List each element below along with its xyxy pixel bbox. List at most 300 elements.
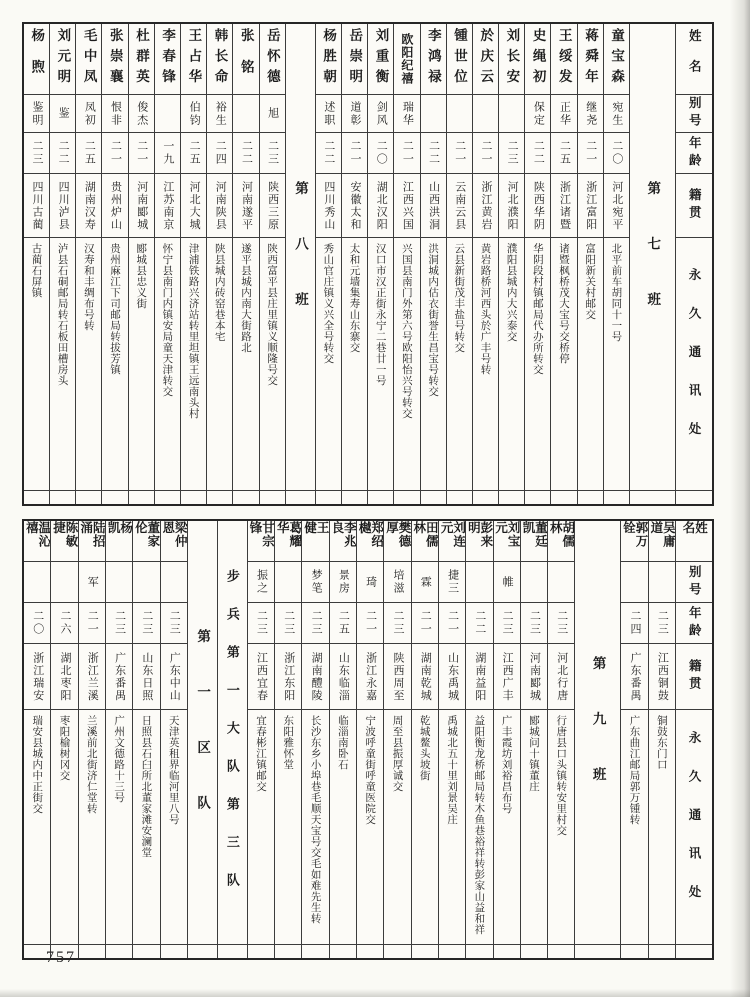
person-name-text: 陆招涌 xyxy=(78,521,105,548)
person-place-text: 湖南乾城 xyxy=(419,651,432,702)
addr-cell xyxy=(621,710,647,945)
person-place-text: 河北宛平 xyxy=(610,180,623,231)
age-cell xyxy=(24,133,49,174)
person-name-text: 杨胜朝 xyxy=(321,28,337,90)
name-cell xyxy=(551,24,576,95)
person-alias-text: 正华 xyxy=(558,100,571,127)
place-cell xyxy=(368,174,393,238)
person-place-text: 陕西周至 xyxy=(391,651,404,702)
person-alias-text: 俊杰 xyxy=(135,100,148,127)
addr-cell xyxy=(499,238,524,491)
person-column xyxy=(24,24,49,504)
person-addr-text: 黄岩路桥河西头於广丰号转 xyxy=(479,243,492,375)
person-column xyxy=(393,24,419,504)
person-addr-text: 宁波呼童街呼童医院交 xyxy=(364,715,377,825)
alias-cell xyxy=(106,562,132,603)
person-age-text: 二三 xyxy=(30,140,43,166)
person-column xyxy=(329,521,356,958)
person-column xyxy=(301,521,328,958)
person-age-text: 二三 xyxy=(266,140,279,166)
person-addr-text: 濮阳县城内大兴泰交 xyxy=(505,243,518,342)
person-place-text: 江苏南京 xyxy=(161,180,174,231)
person-column xyxy=(128,24,154,504)
addr-cell xyxy=(181,238,206,491)
person-column xyxy=(446,24,472,504)
alias-cell xyxy=(161,562,187,603)
alias-cell xyxy=(129,95,154,133)
person-name-text: 岳怀德 xyxy=(264,28,280,90)
alias-cell xyxy=(649,562,675,603)
person-age-text: 二二 xyxy=(473,610,486,636)
person-name-text: 郭万铨 xyxy=(621,521,648,548)
person-column xyxy=(247,521,274,958)
person-place-text: 贵州炉山 xyxy=(109,180,122,231)
person-column xyxy=(132,521,159,958)
place-cell xyxy=(51,644,77,710)
addr-cell xyxy=(649,710,675,945)
person-age-text: 二六 xyxy=(59,610,71,636)
person-column xyxy=(206,24,232,504)
place-cell xyxy=(76,174,101,238)
place-cell xyxy=(412,644,438,710)
alias-cell xyxy=(275,562,301,603)
person-alias-text: 培滋 xyxy=(391,569,404,595)
person-place-text: 四川秀山 xyxy=(322,180,335,231)
addr-cell xyxy=(548,710,574,945)
person-alias-text: 霖 xyxy=(419,575,432,589)
person-addr-text: 郾城问十镇董庄 xyxy=(527,715,540,792)
name-cell xyxy=(248,521,274,562)
person-place-text: 江西广丰 xyxy=(501,651,514,702)
person-alias-text: 述职 xyxy=(322,100,335,127)
person-place-text: 湖南醴陵 xyxy=(310,651,323,702)
person-place-text: 安徽太和 xyxy=(349,180,362,231)
place-cell xyxy=(79,644,105,710)
person-age-text: 二二 xyxy=(532,140,545,166)
name-cell xyxy=(621,521,647,562)
addr-cell xyxy=(275,710,301,945)
person-name-text: 温沁禧 xyxy=(24,521,51,548)
name-cell xyxy=(106,521,132,562)
addr-cell xyxy=(551,238,576,491)
name-cell xyxy=(181,24,206,95)
person-addr-text: 太和元墙集寿山东寨交 xyxy=(348,243,361,353)
row-header-column xyxy=(675,24,712,504)
alias-cell xyxy=(499,95,524,133)
addr-cell xyxy=(384,710,410,945)
person-column xyxy=(75,24,101,504)
person-addr-text: 禹城北五十里刘景吴庄 xyxy=(446,715,459,825)
place-cell xyxy=(494,644,520,710)
addr-cell xyxy=(51,710,77,945)
person-place-text: 湖南益阳 xyxy=(473,651,486,702)
place-cell xyxy=(260,174,285,238)
alias-cell xyxy=(548,562,574,603)
name-cell xyxy=(76,24,101,95)
addr-cell xyxy=(233,238,258,491)
age-cell xyxy=(161,603,187,644)
person-alias-text: 裕生 xyxy=(214,100,227,127)
person-name-text: 童宝森 xyxy=(609,28,625,90)
place-cell xyxy=(621,644,647,710)
name-cell xyxy=(275,521,301,562)
alias-cell xyxy=(604,95,629,133)
alias-cell xyxy=(447,95,472,133)
name-cell xyxy=(161,521,187,562)
person-column xyxy=(160,521,187,958)
person-place-text: 山东临淄 xyxy=(337,651,350,702)
age-cell xyxy=(466,603,492,644)
person-name-text: 韩长命 xyxy=(212,28,228,90)
person-addr-text: 泸县石硐邮局转石板田槽房头 xyxy=(56,243,69,386)
alias-cell xyxy=(466,562,492,603)
place-cell xyxy=(102,174,127,238)
alias-cell xyxy=(342,95,367,133)
person-alias-text: 梦笔 xyxy=(310,569,323,595)
name-cell xyxy=(521,521,547,562)
person-age-text: 二二 xyxy=(427,140,440,166)
person-alias-text: 捷三 xyxy=(446,569,459,595)
person-place-text: 河南陕县 xyxy=(214,180,227,231)
header-label: 籍贯 xyxy=(687,188,702,223)
age-cell xyxy=(79,603,105,644)
person-age-text: 二一 xyxy=(135,140,148,166)
person-age-text: 二三 xyxy=(282,610,295,636)
name-cell xyxy=(24,521,50,562)
addr-cell xyxy=(421,238,446,491)
person-column xyxy=(105,521,132,958)
person-name-text: 王占华 xyxy=(186,28,202,90)
addr-cell xyxy=(412,710,438,945)
name-cell xyxy=(129,24,154,95)
alias-cell xyxy=(76,95,101,133)
person-age-text: 二一 xyxy=(401,140,414,166)
header-label: 永久通讯处 xyxy=(687,268,701,461)
place-cell xyxy=(133,644,159,710)
name-cell xyxy=(394,24,419,95)
person-age-text: 二一 xyxy=(109,140,122,166)
section-label-column xyxy=(217,521,247,958)
addr-cell xyxy=(447,238,472,491)
row-header-column xyxy=(675,521,712,958)
person-place-text: 浙江瑞安 xyxy=(31,651,44,702)
age-cell xyxy=(50,133,75,174)
place-cell xyxy=(248,644,274,710)
person-name-text: 葛耀华 xyxy=(275,521,302,548)
header-label: 年龄 xyxy=(687,135,702,171)
place-cell xyxy=(551,174,576,238)
person-name-text: 董廷凯 xyxy=(520,521,548,548)
person-age-text: 二五 xyxy=(558,140,571,166)
addr-cell xyxy=(394,238,419,491)
addr-cell xyxy=(604,238,629,491)
person-place-text: 浙江黄岩 xyxy=(479,180,492,231)
person-name-text: 陈敏捷 xyxy=(51,521,78,548)
alias-cell xyxy=(494,562,520,603)
person-addr-text: 兰溪前北街济仁堂转 xyxy=(85,715,98,814)
place-cell xyxy=(473,174,498,238)
name-cell xyxy=(439,521,465,562)
header-cell-name xyxy=(676,24,712,95)
person-column xyxy=(493,521,520,958)
alias-cell xyxy=(302,562,328,603)
addr-cell xyxy=(129,238,154,491)
place-cell xyxy=(302,644,328,710)
person-age-text: 二三 xyxy=(656,610,669,636)
person-addr-text: 铜鼓东门口 xyxy=(655,715,668,770)
addr-cell xyxy=(578,238,603,491)
person-column xyxy=(259,24,285,504)
person-alias-text: 鉴 xyxy=(57,107,70,120)
alias-cell xyxy=(578,95,603,133)
place-cell xyxy=(129,174,154,238)
person-name-text: 田儒林 xyxy=(411,521,438,548)
header-cell-age xyxy=(676,133,712,174)
person-alias-text: 帷 xyxy=(501,575,514,589)
person-column xyxy=(180,24,206,504)
person-addr-text: 广东曲江邮局郭万锺转 xyxy=(628,715,641,825)
person-addr-text: 汉口市汉正街永宁二巷廿一号 xyxy=(374,243,387,386)
person-place-text: 湖北枣阳 xyxy=(59,651,71,702)
person-age-text: 二三 xyxy=(255,610,268,636)
person-addr-text: 贵州麻江下司邮局转拔芳镇 xyxy=(109,243,122,375)
name-cell xyxy=(102,24,127,95)
person-place-text: 广东番禺 xyxy=(629,651,642,702)
person-name-text: 於庆云 xyxy=(478,28,494,90)
alias-cell xyxy=(439,562,465,603)
name-cell xyxy=(466,521,492,562)
person-age-text: 二一 xyxy=(446,610,459,636)
header-label: 籍贯 xyxy=(687,659,702,694)
addr-cell xyxy=(473,238,498,491)
age-cell xyxy=(357,603,383,644)
person-age-text: 二三 xyxy=(501,610,514,636)
alias-cell xyxy=(133,562,159,603)
name-cell xyxy=(260,24,285,95)
person-place-text: 陕西三原 xyxy=(266,180,279,231)
person-name-text: 王健 xyxy=(302,521,329,544)
person-place-text: 浙江诸暨 xyxy=(558,180,571,231)
person-age-text: 二二 xyxy=(57,140,70,166)
place-cell xyxy=(521,644,547,710)
person-place-text: 四川古蔺 xyxy=(30,180,43,231)
person-column xyxy=(438,521,465,958)
person-addr-text: 陕县城内砖窑巷本宅 xyxy=(213,243,226,342)
person-addr-text: 兴国县南门外第六号欧阳怡兴号转交 xyxy=(400,243,413,419)
alias-cell xyxy=(24,562,50,603)
person-place-text: 山东禹城 xyxy=(446,651,459,702)
section-label: 第八班 xyxy=(293,180,308,348)
person-alias-text: 旭 xyxy=(266,107,279,120)
person-addr-text: 津浦铁路兴济站转里坦镇王远南头村 xyxy=(187,243,200,419)
person-name-text: 彭来明 xyxy=(466,521,493,548)
place-cell xyxy=(525,174,550,238)
name-cell xyxy=(79,521,105,562)
person-age-text: 二三 xyxy=(391,610,404,636)
alias-cell xyxy=(368,95,393,133)
place-cell xyxy=(578,174,603,238)
person-place-text: 湖北汉阳 xyxy=(375,180,388,231)
place-cell xyxy=(499,174,524,238)
place-cell xyxy=(181,174,206,238)
age-cell xyxy=(302,603,328,644)
section-label-column xyxy=(285,24,315,504)
person-column xyxy=(367,24,393,504)
place-cell xyxy=(161,644,187,710)
person-name-text: 刘元明 xyxy=(55,28,71,90)
person-column xyxy=(154,24,180,504)
section-label-column xyxy=(629,24,675,504)
person-alias-text: 伯钧 xyxy=(188,100,201,127)
age-cell xyxy=(499,133,524,174)
person-age-text: 二四 xyxy=(629,610,642,636)
person-place-text: 湖南汉寿 xyxy=(83,180,96,231)
person-place-text: 浙江兰溪 xyxy=(86,651,99,702)
person-age-text: 二四 xyxy=(214,140,227,166)
person-place-text: 陕西华阴 xyxy=(532,180,545,231)
person-addr-text: 古蔺石屏镇 xyxy=(30,243,43,298)
age-cell xyxy=(316,133,341,174)
person-column xyxy=(383,521,410,958)
person-age-text: 二三 xyxy=(140,610,153,636)
person-place-text: 山东日照 xyxy=(140,651,153,702)
place-cell xyxy=(649,644,675,710)
alias-cell xyxy=(50,95,75,133)
addr-cell xyxy=(24,238,49,491)
person-addr-text: 陕西富平县庄里镇义顺隆号交 xyxy=(266,243,279,386)
person-alias-text: 宛生 xyxy=(610,100,623,127)
person-column xyxy=(78,521,105,958)
alias-cell xyxy=(248,562,274,603)
alias-cell xyxy=(473,95,498,133)
alias-cell xyxy=(551,95,576,133)
person-name-text: 李鸿禄 xyxy=(425,28,441,90)
person-addr-text: 怀宁县南门内镇安局童天津转交 xyxy=(161,243,174,397)
header-label: 年龄 xyxy=(687,605,702,641)
person-place-text: 河北行唐 xyxy=(555,651,568,702)
person-place-text: 河北大城 xyxy=(188,180,201,231)
person-age-text: 二五 xyxy=(83,140,96,166)
age-cell xyxy=(421,133,446,174)
person-name-text: 刘连元 xyxy=(439,521,466,548)
person-addr-text: 枣阳榆树冈交 xyxy=(58,715,71,781)
person-age-text: 二三 xyxy=(310,610,323,636)
age-cell xyxy=(394,133,419,174)
header-cell-age xyxy=(676,603,712,644)
header-cell-addr xyxy=(676,710,712,945)
addr-cell xyxy=(525,238,550,491)
name-cell xyxy=(342,24,367,95)
name-cell xyxy=(412,521,438,562)
person-age-text: 二三 xyxy=(528,610,541,636)
header-cell-place xyxy=(676,174,712,238)
person-place-text: 河南遂平 xyxy=(240,180,253,231)
header-label: 姓名 xyxy=(681,521,708,544)
person-addr-text: 汉寿和丰绸布号转 xyxy=(82,243,95,331)
person-alias-text: 恨非 xyxy=(109,100,122,127)
age-cell xyxy=(181,133,206,174)
person-place-text: 河北濮阳 xyxy=(506,180,519,231)
person-age-text: 二三 xyxy=(555,610,568,636)
place-cell xyxy=(316,174,341,238)
person-column xyxy=(498,24,524,504)
person-column xyxy=(524,24,550,504)
person-name-text: 王绥发 xyxy=(556,28,572,90)
person-addr-text: 临淄南卧石 xyxy=(336,715,349,770)
person-alias-text: 军 xyxy=(86,575,99,589)
alias-cell xyxy=(181,95,206,133)
addr-cell xyxy=(102,238,127,491)
addr-cell xyxy=(161,710,187,945)
age-cell xyxy=(106,603,132,644)
person-column xyxy=(577,24,603,504)
person-addr-text: 天津英租界临河里八号 xyxy=(167,715,180,825)
age-cell xyxy=(621,603,647,644)
place-cell xyxy=(342,174,367,238)
person-column xyxy=(648,521,675,958)
name-cell xyxy=(499,24,524,95)
person-place-text: 江西兴国 xyxy=(401,180,414,231)
person-age-text: 二一 xyxy=(349,140,362,166)
person-age-text: 二〇 xyxy=(375,140,388,166)
alias-cell xyxy=(412,562,438,603)
alias-cell xyxy=(260,95,285,133)
person-addr-text: 洪洞城内估衣街誉生昌宝号转交 xyxy=(427,243,440,397)
header-cell-alias xyxy=(676,562,712,603)
name-cell xyxy=(24,24,49,95)
place-cell xyxy=(233,174,258,238)
person-addr-text: 周至县振厚诚交 xyxy=(391,715,404,792)
alias-cell xyxy=(357,562,383,603)
age-cell xyxy=(548,603,574,644)
age-cell xyxy=(24,603,50,644)
name-cell xyxy=(649,521,675,562)
age-cell xyxy=(155,133,180,174)
person-place-text: 广东番禺 xyxy=(113,651,126,702)
addr-cell xyxy=(357,710,383,945)
person-age-text: 一九 xyxy=(161,140,174,166)
addr-cell xyxy=(155,238,180,491)
person-alias-text: 道彰 xyxy=(349,100,362,127)
person-column xyxy=(341,24,367,504)
person-column xyxy=(520,521,547,958)
addr-cell xyxy=(79,710,105,945)
place-cell xyxy=(394,174,419,238)
place-cell xyxy=(155,174,180,238)
person-addr-text: 日照县石臼所北董家滩安澜堂 xyxy=(140,715,153,858)
section-label-column xyxy=(187,521,217,958)
person-name-text: 锺世位 xyxy=(452,28,468,90)
person-place-text: 河南郾城 xyxy=(135,180,148,231)
person-addr-text: 长沙东乡小埠巷毛顺天宝号交毛如难先生转 xyxy=(309,715,322,924)
name-cell xyxy=(525,24,550,95)
place-cell xyxy=(50,174,75,238)
person-addr-text: 乾城鳌头坡街 xyxy=(418,715,431,781)
alias-cell xyxy=(621,562,647,603)
place-cell xyxy=(106,644,132,710)
age-cell xyxy=(342,133,367,174)
person-place-text: 云南云县 xyxy=(453,180,466,231)
person-place-text: 四川泸县 xyxy=(57,180,70,231)
place-cell xyxy=(466,644,492,710)
alias-cell xyxy=(316,95,341,133)
age-cell xyxy=(330,603,356,644)
person-age-text: 二三 xyxy=(113,610,126,636)
person-column xyxy=(603,24,629,504)
name-cell xyxy=(50,24,75,95)
place-cell xyxy=(604,174,629,238)
person-addr-text: 云县新街茂丰盐号转交 xyxy=(453,243,466,353)
